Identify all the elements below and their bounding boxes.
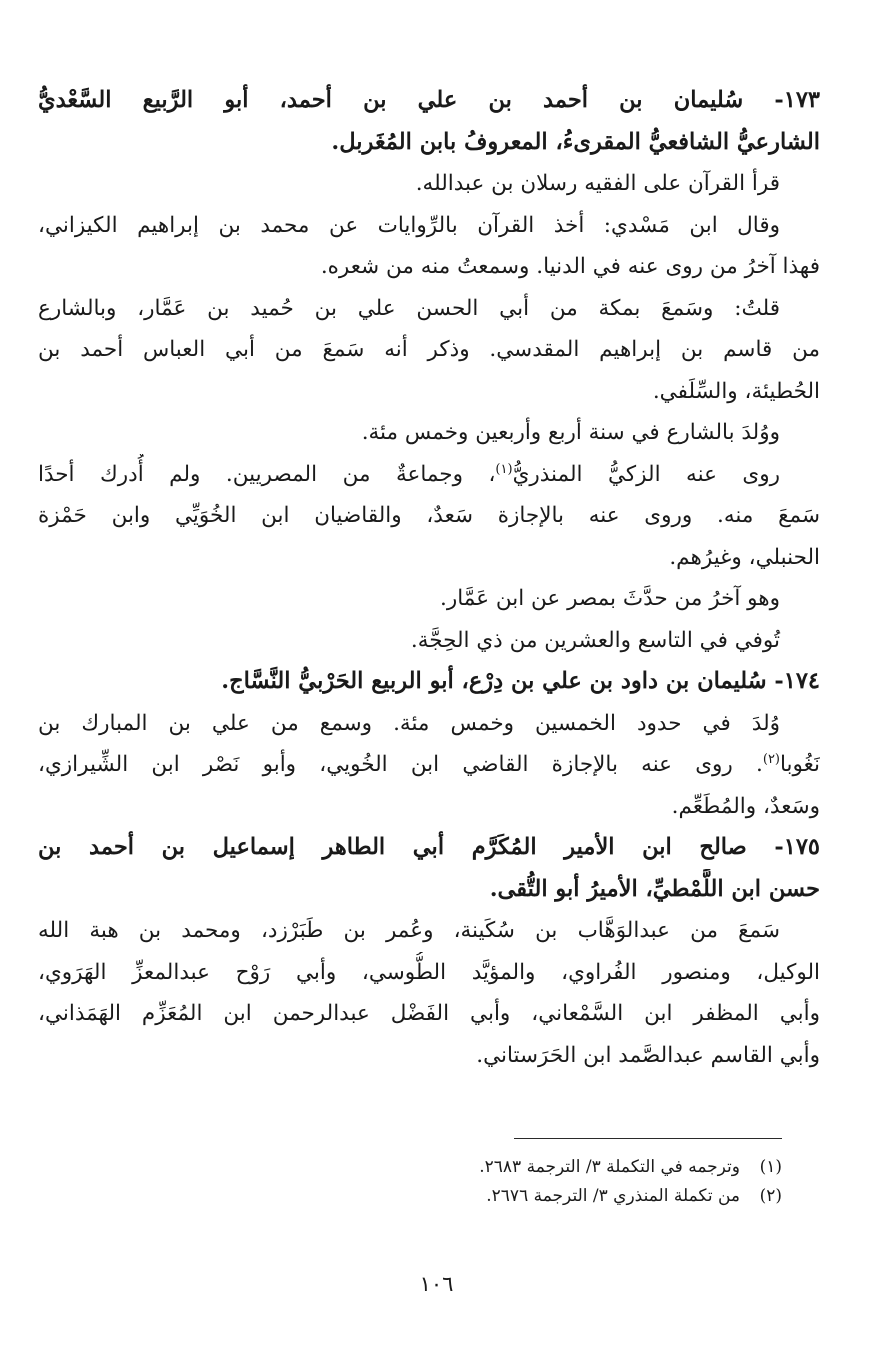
line-text: روى عنه الزكيُّ المنذريُّ — [512, 461, 780, 487]
footnote-text: وترجمه في التكملة ٣/ الترجمة ٢٦٨٣. — [479, 1157, 740, 1177]
text-line — [38, 910, 820, 952]
text-line — [38, 993, 820, 1035]
line-text: ١٧٥- صالح ابن الأمير المُكَرَّم أبي الطاهر إسماعيل بن أحمد بن — [38, 834, 820, 860]
text-line — [38, 412, 820, 454]
footnote-number: (١) — [759, 1157, 782, 1177]
text-line — [38, 578, 820, 620]
footnote — [282, 1182, 782, 1211]
line-text: ووُلدَ بالشارع في سنة أربع وأربعين وخمس مئة. — [361, 420, 780, 445]
line-text-continued: . روى عنه بالإجازة القاضي ابن الخُويي، وأبو نَصْر ابن الشِّيرازي، — [38, 752, 763, 777]
text-line — [38, 703, 820, 745]
line-text: تُوفي في التاسع والعشرين من ذي الحِجَّة. — [410, 627, 780, 653]
line-text: قلتُ: وسَمعَ بمكة من أبي الحسن علي بن حُميد بن عَمَّار، وبالشارع — [38, 295, 780, 321]
line-text: قرأ القرآن على الفقيه رسلان بن عبدالله. — [415, 171, 780, 196]
line-text: فهذا آخرُ من روى عنه في الدنيا. وسمعتُ منه من شعره. — [320, 254, 820, 279]
text-line — [38, 288, 820, 330]
text-line — [38, 537, 820, 579]
biography-entry — [38, 80, 820, 661]
line-text: الحنبلي، وغيرُهم. — [669, 544, 820, 570]
text-line — [38, 495, 820, 537]
text-line — [38, 163, 820, 205]
line-text: نَغُوبا — [780, 752, 820, 777]
text-line — [38, 371, 820, 413]
line-text: وسَعدٌ، والمُطَعِّم. — [671, 793, 820, 819]
text-line — [38, 329, 820, 371]
line-text: الحُطيئة، والسِّلَفي. — [652, 378, 820, 404]
footnote-text: من تكملة المنذري ٣/ الترجمة ٢٦٧٦. — [486, 1186, 740, 1206]
line-text: سَمعَ من عبدالوَهَّاب بن سُكَينة، وعُمر بن طَبَرْزد، ومحمد بن هبة الله — [38, 918, 780, 943]
text-line — [38, 246, 820, 288]
text-line — [38, 620, 820, 662]
line-text: وأبي القاسم عبدالصَّمد ابن الحَرَستاني. — [476, 1042, 820, 1068]
line-text: وأبي المظفر ابن السَّمْعاني، وأبي الفَضْل عبدالرحمن ابن المُعَزِّم الهَمَذاني، — [38, 1001, 820, 1026]
line-text: حسن ابن اللَّمْطيِّ، الأميرُ أبو التُّقى. — [489, 875, 820, 902]
text-line — [38, 744, 820, 786]
line-text: وُلدَ في حدود الخمسين وخمس مئة. وسمع من علي بن المبارك بن — [38, 710, 780, 736]
footnote-number: (٢) — [759, 1186, 782, 1206]
text-line — [38, 454, 820, 496]
page-number: ١٠٦ — [419, 1272, 454, 1296]
text-line — [38, 205, 820, 247]
line-text: ١٧٤- سُليمان بن داود بن علي بن دِرْع، أبو الربيع الحَرْبيُّ النَّسَّاج. — [221, 668, 820, 694]
biography-entry — [38, 661, 820, 827]
biography-entry — [38, 827, 820, 1076]
line-text: وقال ابن مَسْدي: أخذ القرآن بالرِّوايات عن محمد بن إبراهيم الكيزاني، — [38, 212, 780, 238]
line-text: ١٧٣- سُليمان بن أحمد بن علي بن أحمد، أبو الرَّبيع السَّعْديُّ — [38, 87, 820, 113]
line-text: الوكيل، ومنصور الفُراوي، والمؤيَّد الطُّوسي، وأبي رَوْح عبدالمعزِّ الهَرَوي، — [38, 959, 820, 985]
line-text: وهو آخرُ من حدَّثَ بمصر عن ابن عَمَّار. — [440, 586, 780, 611]
footnote-reference: (٢) — [762, 751, 780, 767]
line-text: من قاسم بن إبراهيم المقدسي. وذكر أنه سَمعَ من أبي العباس أحمد بن — [38, 337, 820, 362]
text-line — [38, 1035, 820, 1077]
entry-heading-line — [38, 80, 820, 122]
footnotes — [282, 1153, 782, 1211]
line-text: الشارعيُّ الشافعيُّ المقرىءُ، المعروفُ بابن المُغَربل. — [331, 128, 820, 155]
entry-heading-line — [38, 869, 820, 911]
text-line — [38, 952, 820, 994]
entry-heading-line — [38, 661, 820, 703]
footnote-separator — [514, 1138, 782, 1139]
entry-heading-line — [38, 827, 820, 869]
entry-heading-line — [38, 122, 820, 164]
footnote — [282, 1153, 782, 1182]
text-line — [38, 786, 820, 828]
line-text: سَمعَ منه. وروى عنه بالإجازة سَعدٌ، والقاضيان ابن الخُوَيِّي وابن حَمْزة — [38, 503, 820, 528]
footnote-reference: (١) — [495, 461, 513, 477]
line-text-continued: ، وجماعةٌ من المصريين. ولم أُدرك أحدًا — [38, 461, 496, 487]
book-page — [38, 80, 820, 1076]
